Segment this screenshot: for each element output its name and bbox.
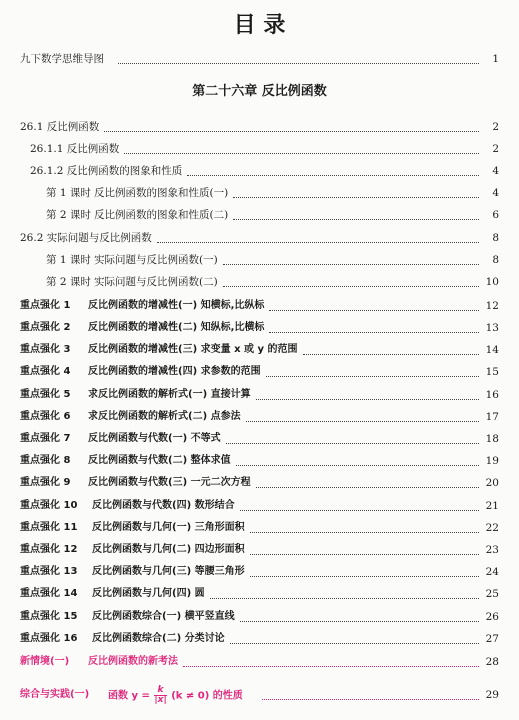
entry-page: 8 <box>492 254 499 266</box>
entry-label: 反比例函数的增减性(三) 求变量 x 或 y 的范围 <box>88 341 301 359</box>
toc-entry[interactable] <box>0 363 519 381</box>
toc-entry[interactable] <box>0 430 519 448</box>
entry-page: 23 <box>485 544 499 556</box>
toc-entry-mindmap[interactable] <box>0 50 519 68</box>
entry-page: 21 <box>485 500 499 512</box>
toc-entry[interactable] <box>0 118 519 136</box>
entry-prefix: 重点强化 1 <box>20 297 73 315</box>
entry-prefix: 重点强化 7 <box>20 430 73 448</box>
entry-prefix: 第 2 课时 <box>46 273 94 291</box>
entry-label: 26.2 实际问题与反比例函数 <box>20 229 155 247</box>
entry-prefix: 重点强化 13 <box>20 563 80 581</box>
entry-label: 反比例函数的增减性(二) 知纵标,比横标 <box>88 319 267 337</box>
entry-page: 17 <box>485 411 499 423</box>
formula-post: (k ≠ 0) 的性质 <box>171 690 243 702</box>
toc-entry[interactable] <box>0 297 519 315</box>
entry-label: 26.1.1 反比例函数 <box>30 140 122 158</box>
toc-entry[interactable] <box>0 273 519 291</box>
dot-leader <box>250 514 479 533</box>
chapter-heading: 第二十六章 反比例函数 <box>192 84 327 99</box>
dot-leader <box>246 403 479 422</box>
toc-entry[interactable] <box>0 341 519 359</box>
dot-leader <box>118 45 479 64</box>
entry-label: 反比例函数与几何(二) 四边形面积 <box>92 541 248 559</box>
entry-page: 29 <box>485 689 499 701</box>
entry-prefix: 重点强化 2 <box>20 319 73 337</box>
toc-entry[interactable] <box>0 452 519 470</box>
toc-entry[interactable] <box>0 319 519 337</box>
toc-entry[interactable] <box>0 408 519 426</box>
toc-entry[interactable] <box>0 184 519 202</box>
entry-page: 20 <box>485 477 499 489</box>
dot-leader <box>266 358 479 377</box>
entry-page: 18 <box>485 433 499 445</box>
entry-label: 反比例函数与几何(一) 三角形面积 <box>92 519 248 537</box>
entry-page: 4 <box>492 187 499 199</box>
dot-leader <box>250 536 479 555</box>
entry-page: 1 <box>492 53 499 65</box>
entry-prefix: 重点强化 9 <box>20 474 73 492</box>
dot-leader <box>256 381 479 400</box>
dot-leader <box>250 558 479 577</box>
entry-page: 4 <box>492 165 499 177</box>
entry-label: 实际问题与反比例函数(一) <box>94 251 221 269</box>
dot-leader <box>269 292 479 311</box>
toc-entry[interactable] <box>0 206 519 224</box>
entry-page: 19 <box>485 455 499 467</box>
dot-leader <box>157 224 479 243</box>
entry-prefix: 第 2 课时 <box>46 206 94 224</box>
toc-entry[interactable] <box>0 251 519 269</box>
entry-prefix: 综合与实践(一) <box>20 686 92 704</box>
entry-page: 2 <box>492 143 499 155</box>
entry-prefix: 重点强化 4 <box>20 363 73 381</box>
entry-label: 九下数学思维导图 <box>20 50 107 68</box>
entry-label: 反比例函数与代数(三) 一元二次方程 <box>88 474 254 492</box>
toc-entry-last[interactable] <box>0 686 519 704</box>
formula-pre: 函数 y = <box>108 690 150 702</box>
dot-leader <box>233 179 479 198</box>
fraction-numerator: k <box>154 686 166 696</box>
entry-page: 16 <box>485 389 499 401</box>
entry-page: 24 <box>485 566 499 578</box>
entry-label: 求反比例函数的解析式(二) 点参法 <box>88 408 244 426</box>
toc-entry[interactable] <box>0 162 519 180</box>
entry-prefix: 重点强化 16 <box>20 630 80 648</box>
entry-page: 12 <box>485 300 499 312</box>
toc-entry[interactable] <box>0 563 519 581</box>
dot-leader <box>256 469 479 488</box>
entry-label: 反比例函数与代数(四) 数形结合 <box>92 497 238 515</box>
entry-prefix: 第 1 课时 <box>46 184 94 202</box>
entry-page: 22 <box>485 522 499 534</box>
dot-leader <box>269 314 479 333</box>
entry-page: 27 <box>485 633 499 645</box>
entry-label: 反比例函数与几何(四) 圆 <box>92 585 208 603</box>
fraction-denominator: |x| <box>154 695 167 705</box>
entry-page: 15 <box>485 366 499 378</box>
dot-leader <box>236 447 479 466</box>
dot-leader <box>104 113 479 132</box>
entry-label: 26.1 反比例函数 <box>20 118 102 136</box>
entry-page: 10 <box>485 276 499 288</box>
dot-leader <box>183 648 479 667</box>
toc-entry[interactable] <box>0 653 519 671</box>
toc-entry[interactable] <box>0 608 519 626</box>
entry-page: 26 <box>485 611 499 623</box>
entry-label: 求反比例函数的解析式(一) 直接计算 <box>88 386 254 404</box>
entry-page: 25 <box>485 588 499 600</box>
entry-page: 2 <box>492 121 499 133</box>
toc-entry[interactable] <box>0 140 519 158</box>
toc-entry[interactable] <box>0 585 519 603</box>
entry-prefix: 重点强化 12 <box>20 541 80 559</box>
formula-fraction <box>154 686 166 705</box>
dot-leader <box>187 157 479 176</box>
dot-leader <box>303 336 479 355</box>
dot-leader <box>210 580 479 599</box>
toc-entry[interactable] <box>0 541 519 559</box>
dot-leader <box>124 135 479 154</box>
page-title: 目 录 <box>233 13 286 38</box>
entry-page: 8 <box>492 232 499 244</box>
entry-page: 6 <box>492 209 499 221</box>
toc-entry[interactable] <box>0 229 519 247</box>
entry-prefix: 新情境(一) <box>20 653 72 671</box>
entry-label: 26.1.2 反比例函数的图象和性质 <box>30 162 185 180</box>
toc-entry[interactable] <box>0 497 519 515</box>
entry-prefix: 重点强化 14 <box>20 585 80 603</box>
dot-leader <box>233 201 479 220</box>
entry-page: 13 <box>485 322 499 334</box>
entry-label <box>108 686 246 706</box>
entry-label: 实际问题与反比例函数(二) <box>94 273 221 291</box>
entry-prefix: 重点强化 11 <box>20 519 80 537</box>
dot-leader <box>240 492 479 511</box>
entry-label: 反比例函数的图象和性质(一) <box>94 184 231 202</box>
dot-leader <box>223 246 479 265</box>
entry-prefix: 重点强化 10 <box>20 497 80 515</box>
entry-label: 反比例函数的增减性(一) 知横标,比纵标 <box>88 297 267 315</box>
entry-prefix: 重点强化 6 <box>20 408 73 426</box>
entry-label: 反比例函数的增减性(四) 求参数的范围 <box>88 363 264 381</box>
entry-label: 反比例函数的新考法 <box>88 653 181 671</box>
toc-entry[interactable] <box>0 474 519 492</box>
entry-label: 反比例函数的图象和性质(二) <box>94 206 231 224</box>
dot-leader <box>240 603 479 622</box>
entry-prefix: 重点强化 3 <box>20 341 73 359</box>
entry-page: 28 <box>485 656 499 668</box>
entry-prefix: 重点强化 5 <box>20 386 73 404</box>
dot-leader <box>230 625 479 644</box>
toc-entry[interactable] <box>0 630 519 648</box>
entry-label: 反比例函数综合(一) 横平竖直线 <box>92 608 238 626</box>
dot-leader <box>223 268 479 287</box>
entry-label: 反比例函数与代数(一) 不等式 <box>88 430 224 448</box>
entry-prefix: 重点强化 15 <box>20 608 80 626</box>
entry-prefix: 重点强化 8 <box>20 452 73 470</box>
dot-leader <box>262 681 479 700</box>
entry-label: 反比例函数综合(二) 分类讨论 <box>92 630 228 648</box>
dot-leader <box>226 425 479 444</box>
toc-entry[interactable] <box>0 519 519 537</box>
entry-page: 14 <box>485 344 499 356</box>
entry-label: 反比例函数与几何(三) 等腰三角形 <box>92 563 248 581</box>
entry-prefix: 第 1 课时 <box>46 251 94 269</box>
toc-entry[interactable] <box>0 386 519 404</box>
entry-label: 反比例函数与代数(二) 整体求值 <box>88 452 234 470</box>
